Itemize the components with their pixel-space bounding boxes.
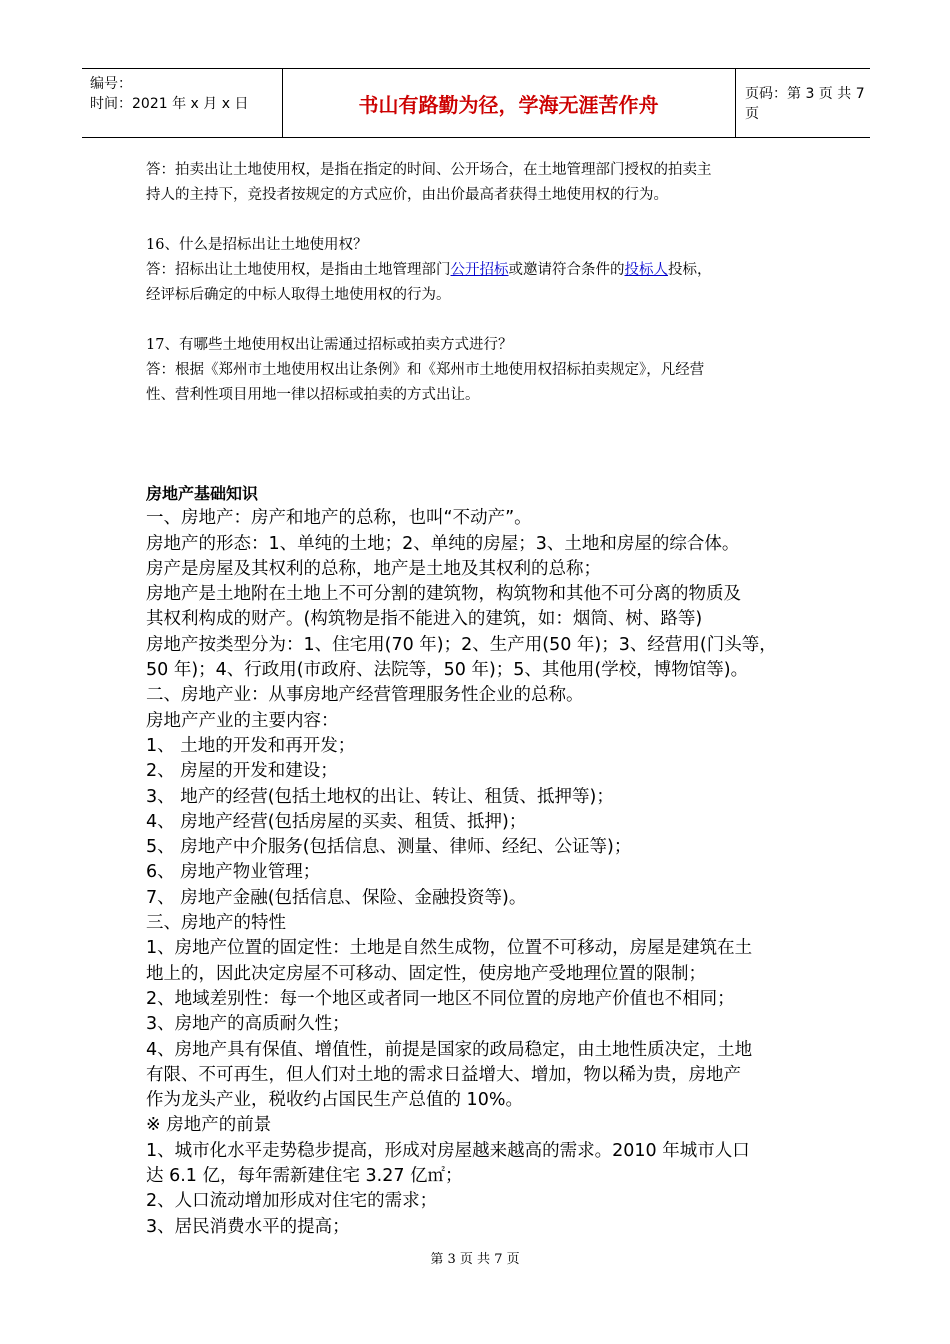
body-line: 1、 土地的开发和再开发；	[146, 735, 356, 756]
public-tender-link[interactable]: 公开招标	[450, 262, 509, 278]
body-line: 房地产是土地附在土地上不可分割的建筑物，构筑物和其他不可分离的物质及	[146, 584, 741, 605]
answer-line: 经评标后确定的中标人取得土地使用权的行为。	[146, 287, 451, 303]
body-line: 3、房地产的高质耐久性；	[146, 1014, 350, 1035]
body-line: 2、 房屋的开发和建设；	[146, 761, 338, 782]
body-line: 房地产的形态：1、单纯的土地；2、单纯的房屋；3、土地和房屋的综合体。	[146, 533, 740, 554]
body-line: 房地产产业的主要内容：	[146, 710, 339, 731]
body-line: 作为龙头产业，税收约占国民生产总值的 10%。	[146, 1090, 523, 1111]
body-line: 4、房地产具有保值、增值性，前提是国家的政局稳定，由土地性质决定，土地	[146, 1039, 753, 1060]
body-line: 有限、不可再生，但人们对土地的需求日益增大、增加，物以稀为贵，房地产	[146, 1064, 741, 1085]
page-footer: 第 3 页 共 7 页	[430, 1252, 520, 1267]
answer-line: 答：拍卖出让土地使用权，是指在指定的时间、公开场合，在土地管理部门授权的拍卖主	[146, 162, 712, 178]
header-page-number: 页码：第 3 页 共 7 页	[745, 86, 865, 122]
page-header	[82, 68, 870, 138]
body-line: 达 6.1 亿，每年需新建住宅 3.27 亿㎡；	[146, 1166, 463, 1187]
section-heading: 房地产基础知识	[146, 484, 259, 503]
answer-line: 性、营利性项目用地一律以招标或拍卖的方式出让。	[146, 387, 480, 403]
header-meta	[82, 69, 283, 137]
body-line: 3、 地产的经营(包括土地权的出让、转让、租赁、抵押等)；	[146, 786, 614, 807]
document-time-label: 时间：2021 年 x 月 x 日	[90, 96, 249, 112]
body-line: 三、房地产的特性	[146, 913, 286, 934]
qa-block-16	[146, 233, 826, 308]
body-line: 房产是房屋及其权利的总称，地产是土地及其权利的总称；	[146, 558, 601, 579]
answer-line	[146, 258, 826, 283]
answer-text: 答：招标出让土地使用权，是指由土地管理部门	[146, 262, 451, 278]
body-line: 一、房地产：房产和地产的总称，也叫“不动产”。	[146, 508, 532, 529]
body-line: 其权利构成的财产。(构筑物是指不能进入的建筑，如：烟筒、树、路等)	[146, 609, 703, 630]
qa-block-15	[146, 158, 826, 208]
body-line: ※ 房地产的前景	[146, 1115, 272, 1136]
body-line: 2、人口流动增加形成对住宅的需求；	[146, 1191, 438, 1212]
qa-block-17	[146, 333, 826, 408]
body-line: 3、居民消费水平的提高；	[146, 1216, 350, 1237]
body-line: 地上的，因此决定房屋不可移动、固定性，使房地产受地理位置的限制；	[146, 963, 706, 984]
body-line: 50 年)；4、行政用(市政府、法院等，50 年)；5、其他用(学校，博物馆等)。	[146, 660, 749, 681]
body-line: 二、房地产业：从事房地产经营管理服务性企业的总称。	[146, 685, 584, 706]
main-content	[146, 481, 826, 1240]
main-lines	[146, 506, 826, 1240]
answer-text: 投标，	[668, 262, 712, 278]
body-line: 6、 房地产物业管理；	[146, 862, 321, 883]
body-line: 5、 房地产中介服务(包括信息、测量、律师、经纪、公证等)；	[146, 837, 632, 858]
body-line: 1、房地产位置的固定性：土地是自然生成物，位置不可移动，房屋是建筑在土	[146, 938, 753, 959]
question-17: 17、有哪些土地使用权出让需通过招标或拍卖方式进行？	[146, 337, 513, 353]
body-line: 2、地域差别性：每一个地区或者同一地区不同位置的房地产价值也不相同；	[146, 988, 735, 1009]
body-line: 7、 房地产金融(包括信息、保险、金融投资等)。	[146, 887, 527, 908]
answer-text: 或邀请符合条件的	[508, 262, 625, 278]
body-line: 4、 房地产经营(包括房屋的买卖、租赁、抵押)；	[146, 811, 527, 832]
document-number-label: 编号：	[90, 76, 132, 92]
body-line: 房地产按类型分为：1、住宅用(70 年)；2、生产用(50 年)；3、经营用(门头等，	[146, 634, 777, 655]
answer-line: 答：根据《郑州市土地使用权出让条例》和《郑州市土地使用权招标拍卖规定》，凡经营	[146, 362, 705, 378]
question-16: 16、什么是招标出让土地使用权？	[146, 237, 368, 253]
bidder-link[interactable]: 投标人	[624, 262, 668, 278]
answer-line: 持人的主持下，竞投者按规定的方式应价，由出价最高者获得土地使用权的行为。	[146, 187, 668, 203]
header-motto: 书山有路勤为径，学海无涯苦作舟	[282, 69, 736, 137]
body-line: 1、城市化水平走势稳步提高，形成对房屋越来越高的需求。2010 年城市人口	[146, 1140, 750, 1161]
